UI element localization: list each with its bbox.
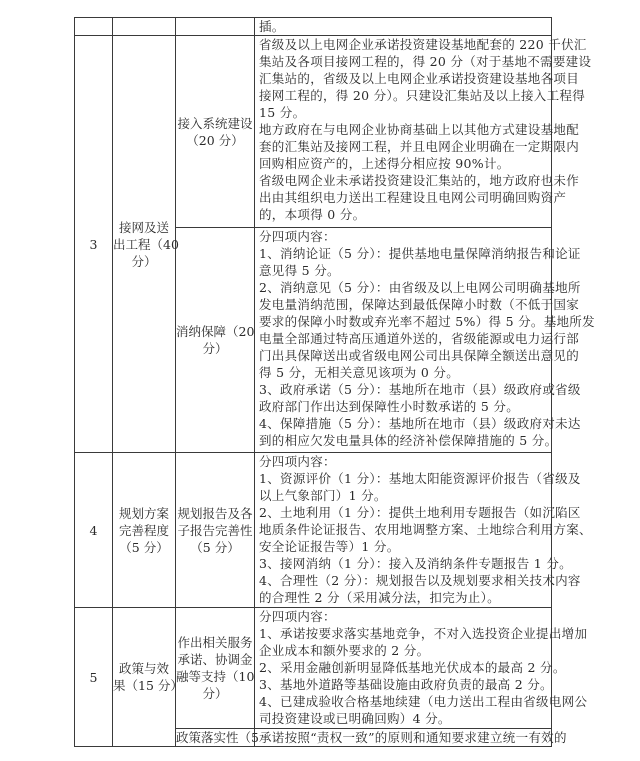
scoring-table bbox=[74, 17, 595, 747]
text-line: （5 分） bbox=[119, 539, 169, 555]
text-line: 规划方案 bbox=[118, 505, 169, 521]
text-line: 要求的保障小时数或弃光率不超过 5%）得 5 分。基地所发 bbox=[259, 314, 595, 329]
text-line: 承诺、协调金 bbox=[177, 652, 253, 667]
text-line: 分） bbox=[131, 253, 157, 269]
item-text bbox=[176, 323, 254, 357]
criteria-cell bbox=[255, 228, 595, 453]
text-line: 规划报告及各 bbox=[177, 505, 253, 521]
text-line: 得 5 分，无相关意见该项为 0 分。 bbox=[259, 365, 459, 380]
item-cell bbox=[176, 18, 255, 36]
text-line: 消纳保障（20 bbox=[176, 324, 255, 339]
text-line: 地方政府在与电网企业协商基础上以其他方式建设基地配 bbox=[259, 122, 580, 137]
text-line: 分） bbox=[202, 341, 228, 356]
text-line: 果（15 分） bbox=[113, 678, 183, 693]
text-line: 省级及以上电网企业承诺投资建设基地配套的 220 千伏汇 bbox=[259, 37, 587, 52]
text-line: 融等支持（10 bbox=[176, 669, 255, 684]
criteria-text bbox=[259, 453, 592, 606]
text-line: 子报告完善性 bbox=[177, 522, 253, 538]
text-line: 2、采用金融创新明显降低基地光伏成本的最高 2 分。 bbox=[259, 660, 566, 675]
table-row bbox=[75, 453, 552, 608]
text-line: 汇集站的，省级及以上电网企业承诺投资建设基地各项目 bbox=[259, 71, 580, 86]
category-text bbox=[113, 660, 183, 694]
text-line: 1、承诺按要求落实基地竞争，不对入选投资企业提出增加 bbox=[259, 626, 588, 641]
text-line: 安全论证报告等）1 分。 bbox=[259, 539, 400, 554]
number-cell bbox=[75, 36, 113, 453]
number-cell bbox=[75, 608, 113, 747]
table-row bbox=[75, 36, 552, 228]
criteria-cell bbox=[255, 18, 552, 36]
text-line: 承诺按照“责权一致”的原则和通知要求建立统一有效的 bbox=[259, 730, 567, 745]
text-line: 的，本项得 0 分。 bbox=[259, 207, 366, 222]
item-text bbox=[176, 634, 254, 702]
text-line: 省级电网企业未承诺投资建设汇集站的，地方政府也未作 bbox=[259, 173, 580, 188]
text-line: 回购相应资产的，上述得分相应按 90%计。 bbox=[259, 156, 510, 171]
number-cell bbox=[75, 453, 113, 608]
text-line: 2、消纳意见（5 分）：由省级及以上电网公司明确基地所 bbox=[259, 280, 581, 295]
text-line: 出工程（40 bbox=[113, 236, 179, 252]
text-line: 1、消纳论证（5 分）：提供基地电量保障消纳报告和论证 bbox=[259, 246, 581, 261]
criteria-cell bbox=[255, 36, 592, 228]
text-line: （5 分） bbox=[190, 539, 240, 555]
item-cell bbox=[176, 453, 255, 608]
category-text bbox=[113, 505, 175, 556]
text-line: 套的汇集站及接网工程，并且电网企业明确在一定期限内 bbox=[259, 139, 580, 154]
text-line: 政策与效 bbox=[118, 661, 169, 676]
text-line: 发电量消纳范围，保障达到最低保障小时数（不低于国家 bbox=[259, 297, 580, 312]
item-text bbox=[176, 115, 254, 149]
text-line: 插。 bbox=[259, 19, 285, 34]
text-line: 接入系统建设 bbox=[177, 115, 253, 131]
text-line: 4、已建成验收合格基地续建（电力送出工程由省级电网公 bbox=[259, 694, 588, 709]
text-line: 15 分。 bbox=[259, 105, 306, 120]
text-line: 到的相应欠发电量具体的经济补偿保障措施的 5 分。 bbox=[259, 433, 558, 448]
category-cell bbox=[113, 608, 183, 747]
criteria-text bbox=[259, 608, 588, 727]
text-line: 作出相关服务 bbox=[177, 635, 253, 650]
text-line: 4、保障措施（5 分）：基地所在地市（县）级政府对未达 bbox=[259, 416, 581, 431]
text-line: 2、土地利用（1 分）：提供土地利用专题报告（如沉陷区 bbox=[259, 505, 581, 520]
text-line: 3、基地外道路等基础设施由政府负责的最高 2 分。 bbox=[259, 677, 553, 692]
text-line: 地质条件论证报告、农用地调整方案、土地综合利用方案、 bbox=[259, 522, 592, 537]
criteria-cell bbox=[255, 608, 588, 729]
text-line: 分四项内容： bbox=[259, 229, 336, 244]
criteria-text bbox=[259, 228, 595, 449]
text-line: 司投资建设或已明确回购）4 分。 bbox=[259, 711, 451, 726]
text-line: 4、合理性（2 分）：规划报告以及规划要求相关技术内容 bbox=[259, 573, 581, 588]
text-line: 接网及送 bbox=[118, 219, 169, 235]
criteria-cell bbox=[255, 453, 592, 608]
text-line: （20 分） bbox=[186, 132, 244, 148]
text-line: 意见得 5 分。 bbox=[259, 263, 340, 278]
number-cell bbox=[75, 18, 113, 36]
row-number: 3 bbox=[89, 236, 98, 252]
item-cell bbox=[176, 36, 255, 228]
text-line: 3、接网消纳（1 分）：接入及消纳条件专题报告 1 分。 bbox=[259, 556, 572, 571]
row-number: 4 bbox=[89, 522, 98, 538]
text-line: 以上气象部门）1 分。 bbox=[259, 488, 387, 503]
text-line: 门出具保障送出或省级电网公司出具保障全额送出意见的 bbox=[259, 348, 580, 363]
row-number: 5 bbox=[89, 669, 98, 685]
text-line: 分四项内容： bbox=[259, 609, 336, 624]
text-line: 集站及各项目接网工程的，得 20 分（对于基地不需要建设 bbox=[259, 54, 592, 69]
criteria-cell bbox=[255, 729, 567, 747]
text-line: 出由其组织电力送出工程建设且电网公司明确回购资产 bbox=[259, 190, 567, 205]
criteria-text bbox=[259, 36, 592, 223]
category-text bbox=[113, 219, 179, 270]
text-line: 接网工程的，得 20 分）。只建设汇集站及以上接入工程得 bbox=[259, 88, 586, 103]
text-line: 政策落实性（5 bbox=[176, 730, 259, 745]
text-line: 完善程度 bbox=[118, 522, 169, 538]
table-row bbox=[75, 608, 552, 729]
text-line: 政府部门作出达到保障性小时数承诺的 5 分。 bbox=[259, 399, 520, 414]
category-cell bbox=[113, 36, 179, 453]
category-cell bbox=[113, 18, 176, 36]
item-cell bbox=[176, 228, 255, 453]
text-line: 电量全部通过特高压通道外送的，省级能源或电力运行部 bbox=[259, 331, 580, 346]
item-cell bbox=[176, 608, 255, 729]
criteria-text bbox=[259, 18, 551, 35]
item-cell bbox=[176, 729, 259, 747]
text-line: 的合理性 2 分（采用减分法，扣完为止）。 bbox=[259, 590, 500, 605]
item-text bbox=[176, 505, 254, 556]
category-cell bbox=[113, 453, 176, 608]
table-row bbox=[75, 18, 552, 36]
text-line: 1、资源评价（1 分）：基地太阳能资源评价报告（省级及 bbox=[259, 471, 581, 486]
criteria-text bbox=[259, 729, 567, 746]
text-line: 3、政府承诺（5 分）：基地所在地市（县）级政府或省级 bbox=[259, 382, 581, 397]
item-text bbox=[176, 729, 259, 746]
text-line: 企业成本和额外要求的 2 分。 bbox=[259, 643, 430, 658]
text-line: 分） bbox=[202, 686, 228, 701]
text-line: 分四项内容： bbox=[259, 454, 336, 469]
